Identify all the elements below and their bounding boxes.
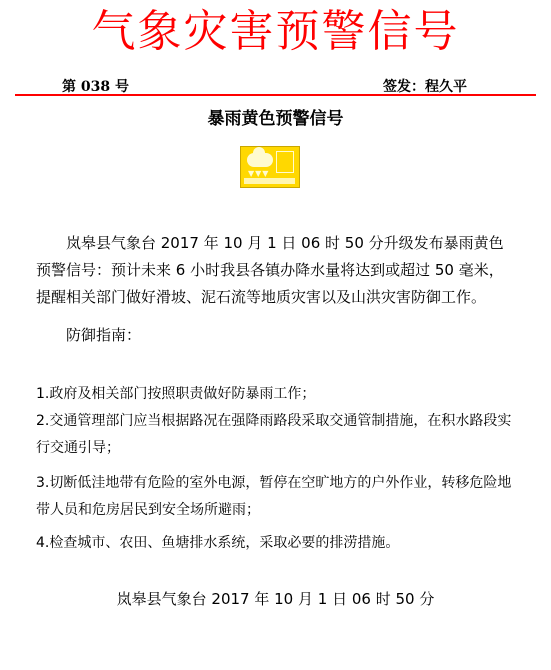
issuer-footer: 岚皋县气象台 2017 年 10 月 1 日 06 时 50 分 (116, 590, 435, 608)
guide-item: 3.切断低洼地带有危险的室外电源，暂停在空旷地方的户外作业，转移危险地带人员和危房居民到安全场所避雨； (36, 475, 512, 518)
guide-item: 4.检查城市、农田、鱼塘排水系统，采取必要的排涝措施。 (36, 535, 400, 551)
issue-number: 第 038 号 (62, 79, 129, 95)
cloud-icon (247, 153, 273, 167)
notice-title: 暴雨黄色预警信号 (207, 109, 344, 129)
banner-title: 气象灾害预警信号 (91, 6, 460, 57)
guide-item: 2.交通管理部门应当根据路况在强降雨路段采取交通管制措施，在积水路段实行交通引导； (36, 413, 512, 456)
rainstorm-yellow-warning-icon (240, 146, 300, 188)
guide-item: 1.政府及相关部门按照职责做好防暴雨工作； (36, 386, 316, 402)
header-divider (15, 94, 536, 96)
signer: 签发：程久平 (383, 79, 467, 95)
guide-heading: 防御指南： (66, 326, 142, 344)
warning-strip (244, 178, 295, 184)
notice-body: 岚皋县气象台 2017 年 10 月 1 日 06 时 50 分升级发布暴雨黄色预警信号：预计未来 6 小时我县各镇办降水量将达到或超过 50 毫米，提醒相关部门做好滑坡、泥石流等地质灾害以及山洪灾害防御工作。 (36, 234, 504, 306)
raindrops-icon: ▼▼▼ (248, 169, 270, 178)
warning-tag-icon (276, 151, 294, 173)
